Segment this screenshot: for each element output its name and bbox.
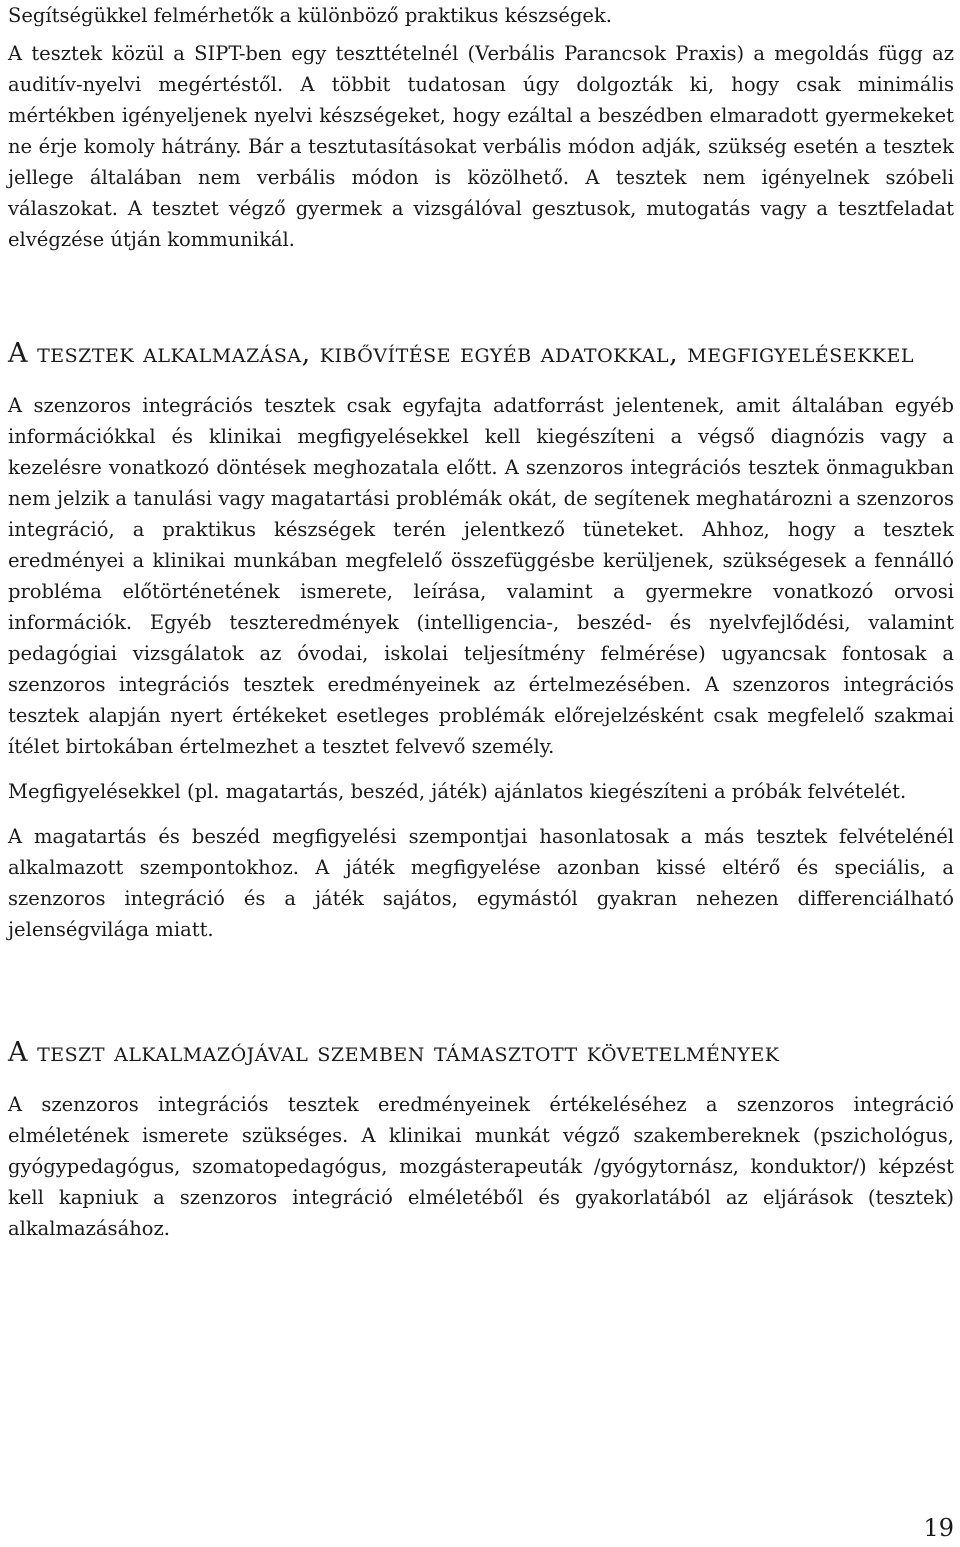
section-heading-application: A tesztek alkalmazása, kibővítése egyéb adatokkal, megfigyelésekkel <box>8 338 914 369</box>
paragraph-data-sources: A szenzoros integrációs tesztek csak egyfajta adatforrást jelentenek, amit általában egyéb információkkal és klinikai megfigyelésekkel kell kiegészíteni a végső diagnózis vagy a kezelésre vonatkozó döntések meghozatala előtt. A szenzoros integrációs tesztek önmagukban nem jelzik a tanulási vagy magatartási problémák okát, de segítenek meghatározni a szenzoros integráció, a praktikus készségek terén jelentkező tüneteket. Ahhoz, hogy a tesztek eredményei a klinikai munkában megfelelő összefüggésbe kerüljenek, szükségesek a fennálló probléma előtörténetének ismerete, leírása, valamint a gyermekre vonatkozó orvosi információk. Egyéb teszteredmények (intelligencia-, beszéd- és nyelvfejlődési, valamint pedagógiai vizsgálatok az óvodai, iskolai teljesítmény felmérése) ugyancsak fontosak a szenzoros integrációs tesztek eredményeinek az értelmezésében. A szenzoros integrációs tesztek alapján nyert értékeket esetleges problémák előrejelzésként csak megfelelő szakmai ítélet birtokában értelmezhet a tesztet felvevő személy. <box>8 394 954 758</box>
paragraph-sipt-tests: A tesztek közül a SIPT-ben egy teszttételnél (Verbális Parancsok Praxis) a megoldás függ az auditív-nyelvi megértéstől. A többit tudatosan úgy dolgozták ki, hogy csak minimális mértékben igényeljenek nyelvi készségeket, hogy ezáltal a beszédben elmaradott gyermekeket ne érje komoly hátrány. Bár a tesztutasításokat verbális módon adják, szükség esetén a tesztek jellege általában nem verbális módon is közölhető. A tesztek nem igényelnek szóbeli válaszokat. A tesztet végző gyermek a vizsgálóval gesztusok, mutogatás vagy a tesztfeladat elvégzése útján kommunikál. <box>8 42 954 251</box>
paragraph-behavior-speech: A magatartás és beszéd megfigyelési szempontjai hasonlatosak a más tesztek felvételénél alkalmazott szempontokhoz. A játék megfigyelése azonban kissé eltérő és speciális, a szenzoros integráció és a játék sajátos, egymástól gyakran nehezen differenciálható jelenségvilága miatt. <box>8 825 954 941</box>
document-page <box>8 0 954 1244</box>
paragraph-observations: Megfigyelésekkel (pl. magatartás, beszéd, játék) ajánlatos kiegészíteni a próbák felvételét. <box>8 780 907 803</box>
paragraph-requirements: A szenzoros integrációs tesztek eredményeinek értékeléséhez a szenzoros integráció elméletének ismerete szükséges. A klinikai munkát végző szakembereknek (pszichológus, gyógypedagógus, szomatopedagógus, mozgásterapeuták /gyógytornász, konduktor/) képzést kell kapniuk a szenzoros integráció elméletéből és gyakorlatából az eljárások (tesztek) alkalmazásához. <box>8 1093 954 1240</box>
page-number: 19 <box>923 1514 954 1542</box>
section-heading-requirements: A teszt alkalmazójával szemben támasztott követelmények <box>8 1037 780 1068</box>
paragraph-skills-intro: Segítségükkel felmérhetők a különböző praktikus készségek. <box>8 4 612 27</box>
